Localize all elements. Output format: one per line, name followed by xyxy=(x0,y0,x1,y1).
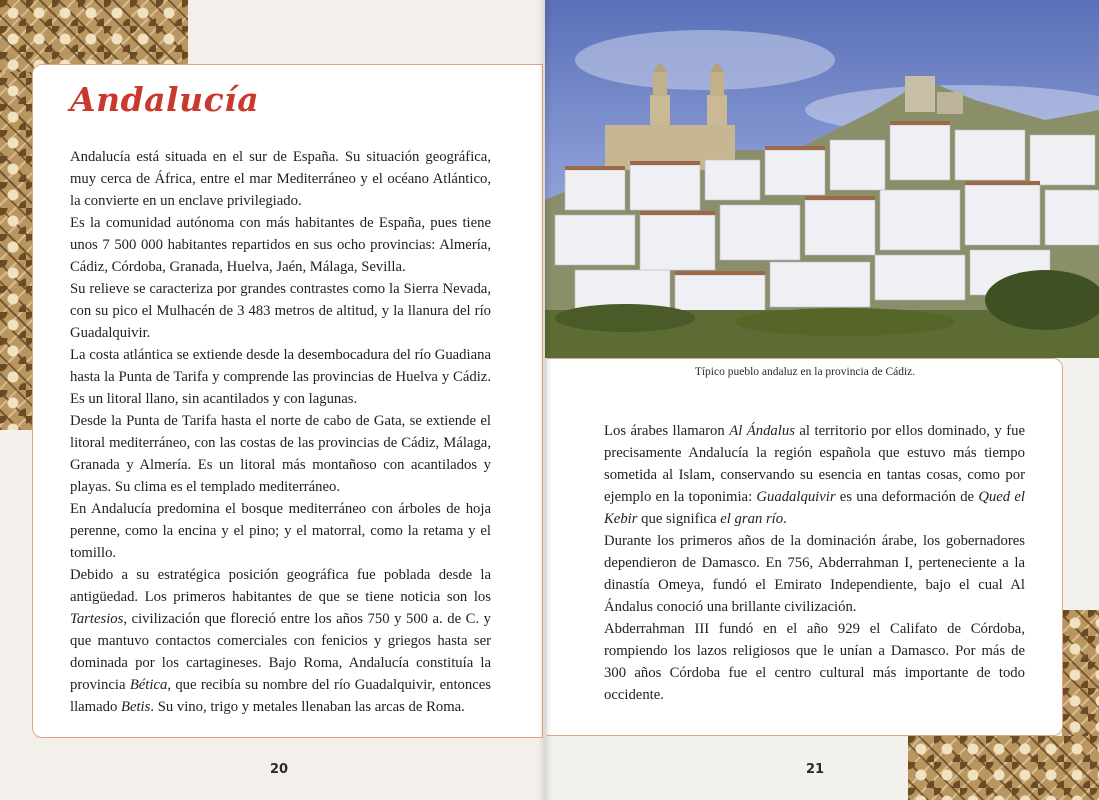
italic-term: Al Ándalus xyxy=(729,423,795,439)
italic-term: Betis xyxy=(120,699,151,715)
paragraph-text: Abderrahman III fundó en el año 929 el Califato de Córdoba, rompiendo los lazos religiosos que le unían a Damasco. Por más de 300 años Córdoba fue el centro cultural más importante de todo occidente. xyxy=(604,621,1025,703)
town-illustration xyxy=(545,0,1099,358)
italic-term: Guadalquivir xyxy=(756,489,836,505)
left_page-paragraph xyxy=(70,410,491,498)
right_page-paragraph xyxy=(604,530,1025,618)
book-gutter xyxy=(538,0,552,800)
town-photo xyxy=(545,0,1099,358)
right-body-text xyxy=(604,420,1025,706)
page-number-right: 21 xyxy=(806,762,825,777)
left_page-paragraph xyxy=(70,212,491,278)
ornament-bottom-right xyxy=(908,736,1099,800)
paragraph-text: al territorio por ellos dominado, y fue precisamente Andalucía la región española que estuvo más tiempo sometida al Islam, conservando su esencia en tantas cosas, como por ejemplo en la toponimia: xyxy=(604,423,1025,505)
right_page-paragraph xyxy=(604,420,1025,530)
paragraph-text: , que recibía su nombre del río Guadalquivir, entonces llamado xyxy=(70,677,492,715)
left_page-paragraph xyxy=(70,344,491,410)
paragraph-text: , civilización que floreció entre los años 750 y 500 a. de C. y que mantuvo contactos comerciales con fenicios y griegos hasta ser dominada por los cartagineses. Bajo Roma, Andalucía constituía la provincia xyxy=(70,611,491,693)
paragraph-text: Durante los primeros años de la dominación árabe, los gobernadores dependieron de Damasco. En 756, Abderrahman I, perteneciente a la dinastía Omeya, fundó el Emirato Independiente, bajo el cual Al Ándalus conoció una brillante civilización. xyxy=(604,533,1025,615)
paragraph-text: Su relieve se caracteriza por grandes contrastes como la Sierra Nevada, con su pico el Mulhacén de 3 483 metros de altitud, y la llanura del río Guadalquivir. xyxy=(70,281,491,341)
paragraph-text: . Su vino, trigo y metales llenaban las arcas de Roma. xyxy=(150,699,465,715)
paragraph-text: En Andalucía predomina el bosque mediterráneo con árboles de hoja perenne, como la encina y el pino; y el matorral, como la retama y el tomillo. xyxy=(70,501,491,561)
left_page-paragraph xyxy=(70,564,491,718)
left_page-paragraph xyxy=(70,146,491,212)
paragraph-text: que significa xyxy=(637,511,721,527)
photo-caption: Típico pueblo andaluz en la provincia de Cádiz. xyxy=(694,366,916,378)
paragraph-text: Los árabes llamaron xyxy=(604,423,730,439)
paragraph-text: Desde la Punta de Tarifa hasta el norte de cabo de Gata, se extiende el litoral mediterráneo, con las costas de las provincias de Cádiz, Málaga, Granada y Almería. Es un litoral más montañoso con acantilados y playas. Su clima es el templado mediterráneo. xyxy=(70,413,491,495)
page-number-left: 20 xyxy=(270,762,289,777)
paragraph-text: . xyxy=(783,511,787,527)
left_page-paragraph xyxy=(70,278,491,344)
left_page-paragraph xyxy=(70,498,491,564)
italic-term: Bética xyxy=(129,677,168,693)
page-title: Andalucía xyxy=(70,80,260,119)
right_page-paragraph xyxy=(604,618,1025,706)
paragraph-text: es una deformación de xyxy=(835,489,979,505)
paragraph-text: Debido a su estratégica posición geográfica fue poblada desde la antigüedad. Los primeros habitantes de que se tiene noticia son los xyxy=(70,567,491,605)
paragraph-text: Andalucía está situada en el sur de España. Su situación geográfica, muy cerca de África, entre el mar Mediterráneo y el océano Atlántico, la convierte en un enclave privilegiado. xyxy=(70,149,491,209)
italic-term: el gran río xyxy=(720,511,784,527)
paragraph-text: Es la comunidad autónoma con más habitantes de España, pues tiene unos 7 500 000 habitantes repartidos en sus ocho provincias: Almería, Cádiz, Córdoba, Granada, Huelva, Jaén, Málaga, Sevilla. xyxy=(70,215,491,275)
italic-term: Tartesios xyxy=(70,611,124,627)
ornament-top-left xyxy=(0,0,188,72)
left-body-text xyxy=(70,146,491,718)
italic-term: Qued el Kebir xyxy=(604,489,1025,527)
paragraph-text: La costa atlántica se extiende desde la desembocadura del río Guadiana hasta la Punta de Tarifa y comprende las provincias de Huelva y Cádiz. Es un litoral llano, sin acantilados y con lagunas. xyxy=(70,347,491,407)
